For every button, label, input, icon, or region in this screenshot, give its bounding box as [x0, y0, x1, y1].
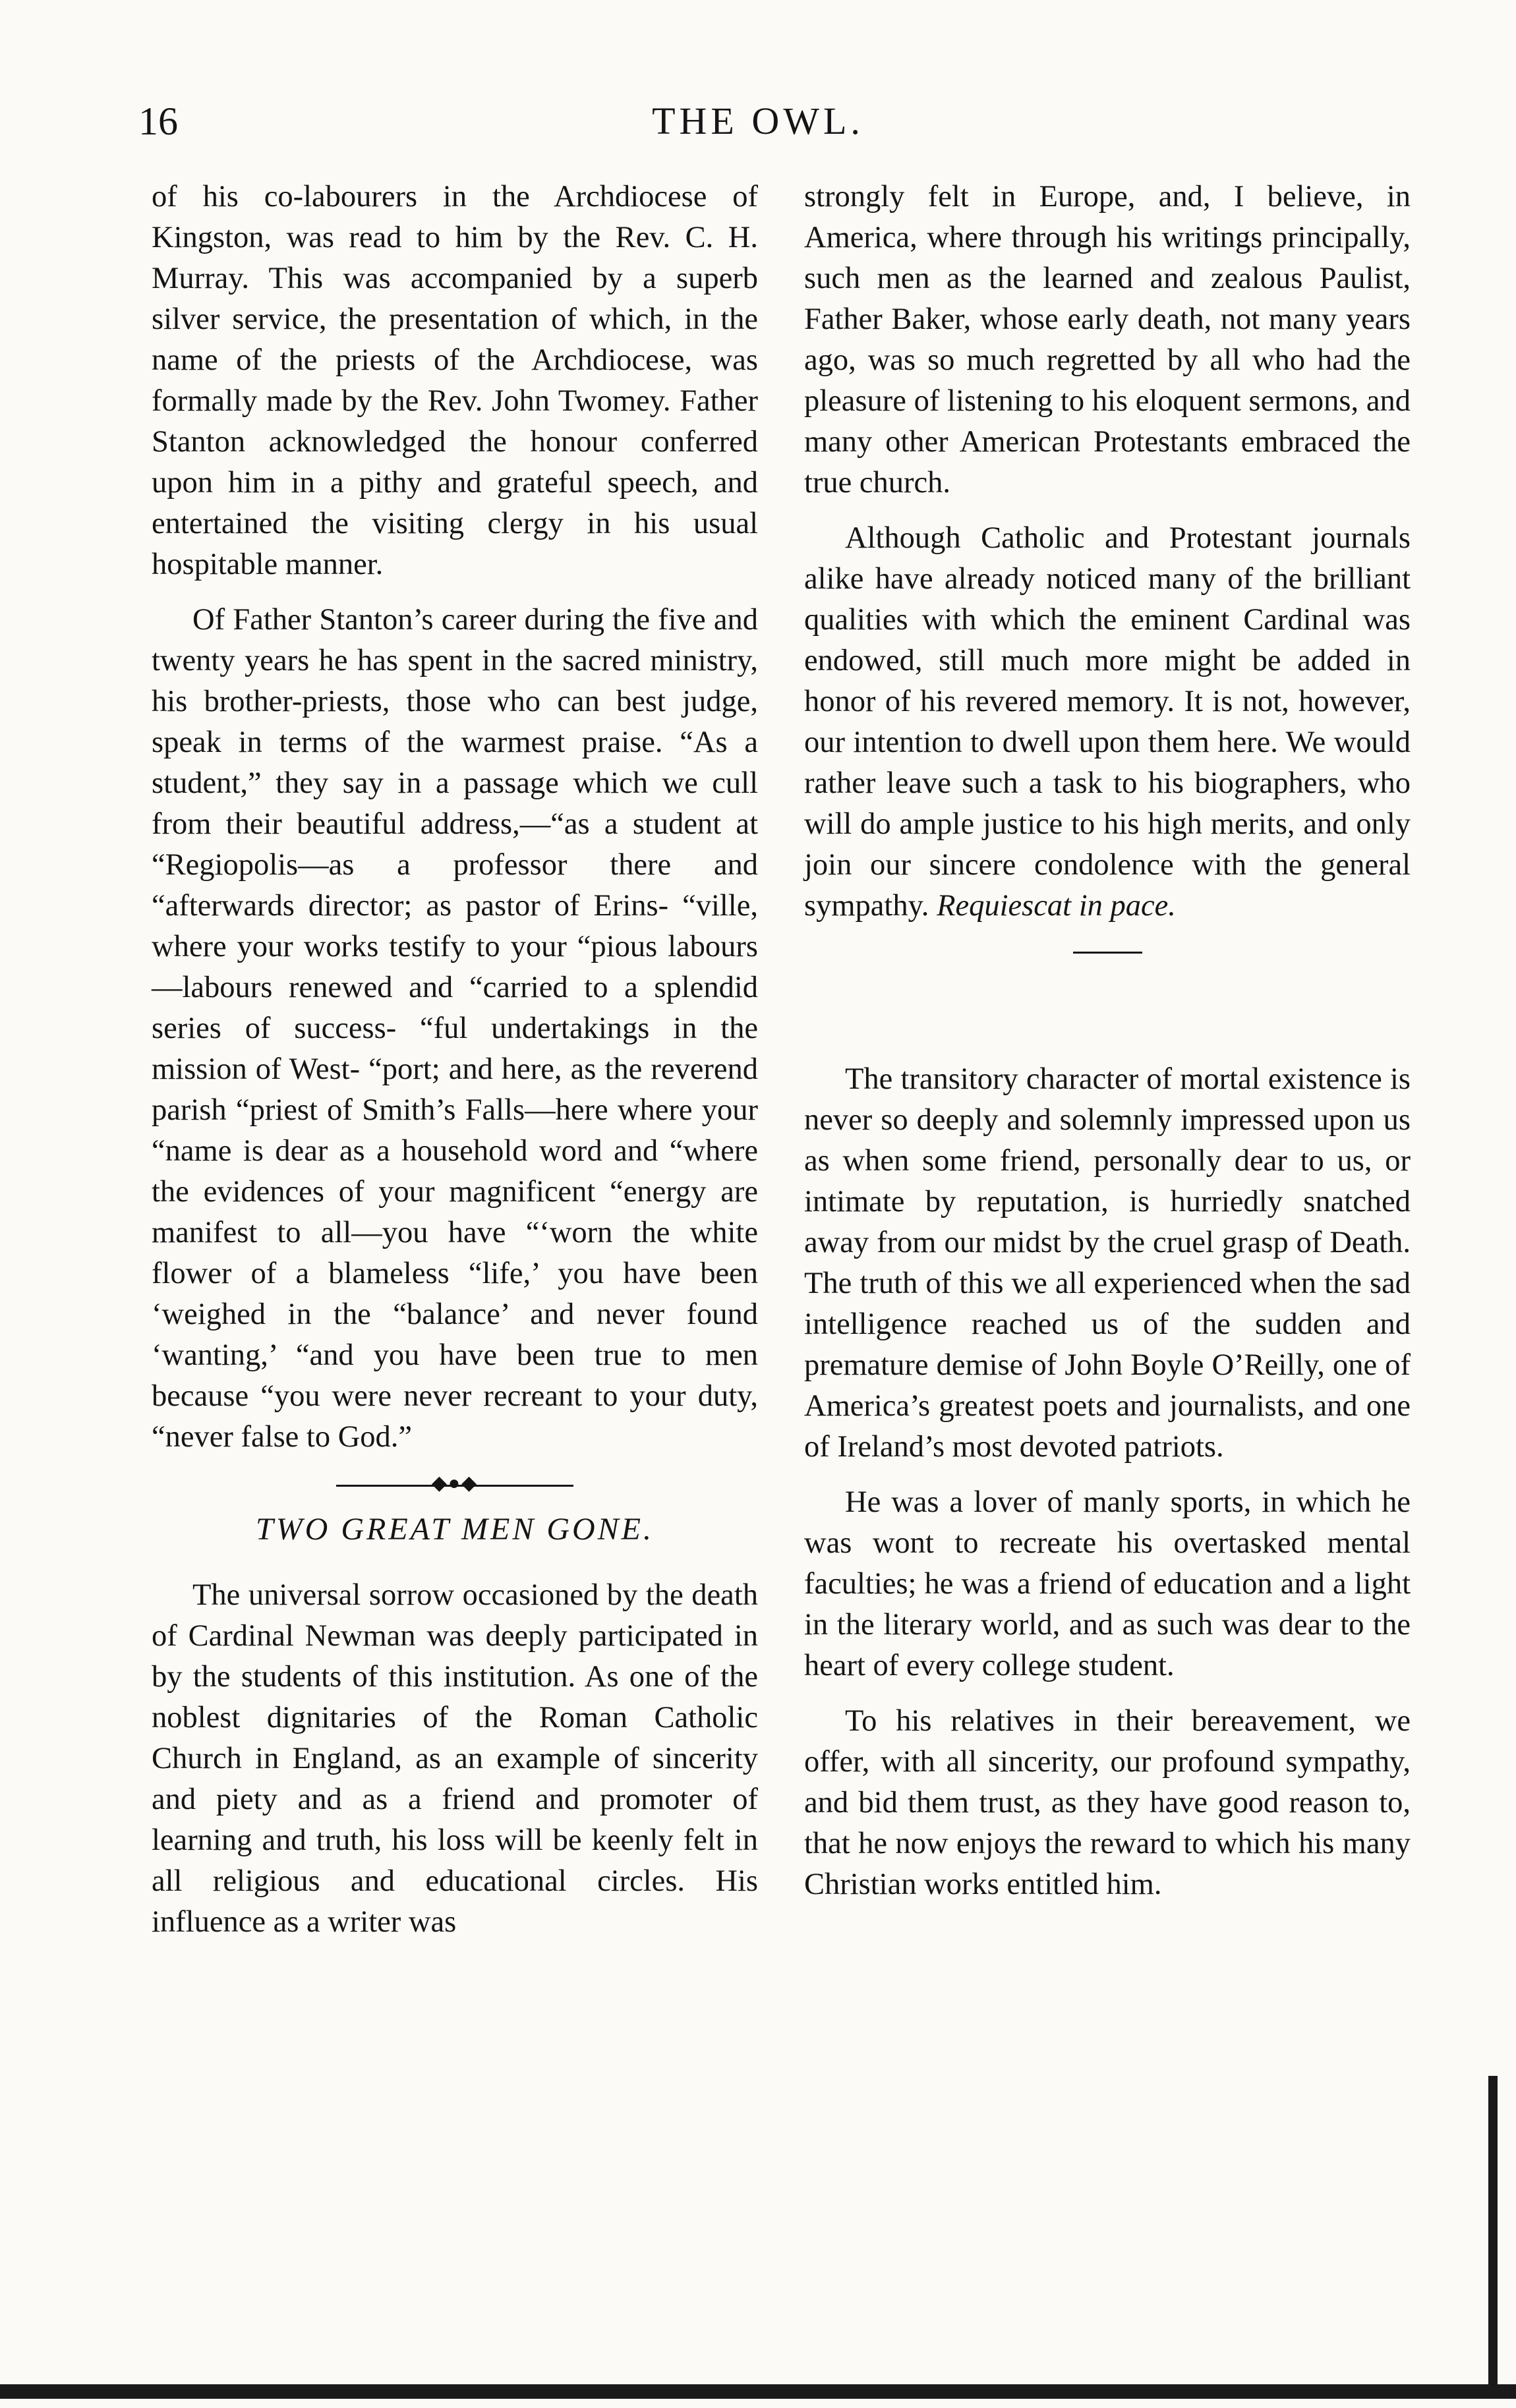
right-column [804, 177, 1411, 1920]
latin-phrase: Requiescat in pace. [937, 889, 1176, 923]
section-title: TWO GREAT MEN GONE. [256, 1512, 654, 1547]
paragraph: Of Father Stanton’s career during the five and twenty years he has spent in the sacred ministry, his brother-priests, those who can best judge, speak in terms of the warmest praise. “As a student,” they say in a passage which we cull from their beautiful address,—“as a student at “Regiopolis—as a professor there and “afterwards director; as pastor of Erins- “ville, where your works testify to your “pious labours—labours renewed and “carried to a splendid series of success- “ful undertakings in the mission of West- “port; and here, as the reverend parish “priest of Smith’s Falls—here where your “name is dear as a household word and “where the evidences of your magnificent “energy are manifest to all—you have “‘worn the white flower of a blameless “life,’ you have been ‘weighed in the “balance’ and never found ‘wanting,’ “and you have been true to men because “you were never recreant to your duty, “never false to God.” [152, 603, 758, 1454]
paragraph: He was a lover of manly sports, in which he was wont to recreate his overtasked mental faculties; he was a friend of education and a light in the literary world, and as such was dear to the heart of every college student. [804, 1485, 1411, 1682]
scan-bottom-artifact [0, 2384, 1516, 2399]
ornament-glyphs: ◆●◆ [431, 1472, 479, 1494]
paragraph: The universal sorrow occasioned by the death of Cardinal Newman was deeply participated in by the students of this institution. As one of the noblest dignitaries of the Roman Catholic Church in England, as an example of sincerity and piety and as a friend and promoter of learning and truth, his loss will be keenly felt in all religious and educational circles. His influence as a writer was [152, 1578, 758, 1939]
section-divider [1073, 952, 1142, 954]
page-number: 16 [138, 100, 178, 143]
running-head: THE OWL. [652, 100, 864, 142]
paragraph [804, 518, 1411, 927]
paragraph-text: Although Catholic and Protestant journals alike have already noticed many of the brilliant qualities with which the eminent Cardinal was endowed, still much more might be added in honor of his revered memory. It is not, however, our intention to dwell upon them here. We would rather leave such a task to his biographers, who will do ample justice to his high merits, and only join our sincere condolence with the general sympathy. [804, 521, 1411, 923]
left-column [152, 177, 758, 1957]
section-ornament [336, 1472, 573, 1494]
paragraph: strongly felt in Europe, and, I believe, in America, where through his writings principally, such men as the learned and zealous Paulist, Father Baker, whose early death, not many years ago, was so much regretted by all who had the pleasure of listening to his eloquent sermons, and many other American Protestants embraced the true church. [804, 180, 1411, 500]
scan-edge-artifact [1488, 2076, 1498, 2386]
paragraph: To his relatives in their bereavement, we offer, with all sincerity, our profound sympathy, and bid them trust, as they have good reason to, that he now enjoys the reward to which his many Christian works entitled him. [804, 1704, 1411, 1901]
paragraph: The transitory character of mortal existence is never so deeply and solemnly impressed upon us as when some friend, personally dear to us, or intimate by reputation, is hurriedly snatched away from our midst by the cruel grasp of Death. The truth of this we all experienced when the sad intelligence reached us of the sudden and premature demise of John Boyle O’Reilly, one of America’s greatest poets and journalists, and one of Ireland’s most devoted patriots. [804, 1062, 1411, 1464]
paragraph: of his co-labourers in the Archdiocese of Kingston, was read to him by the Rev. C. H. Murray. This was accompanied by a superb silver service, the presentation of which, in the name of the priests of the Archdiocese, was formally made by the Rev. John Twomey. Father Stanton acknowledged the honour conferred upon him in a pithy and grateful speech, and entertained the visiting clergy in his usual hospitable manner. [152, 180, 758, 581]
